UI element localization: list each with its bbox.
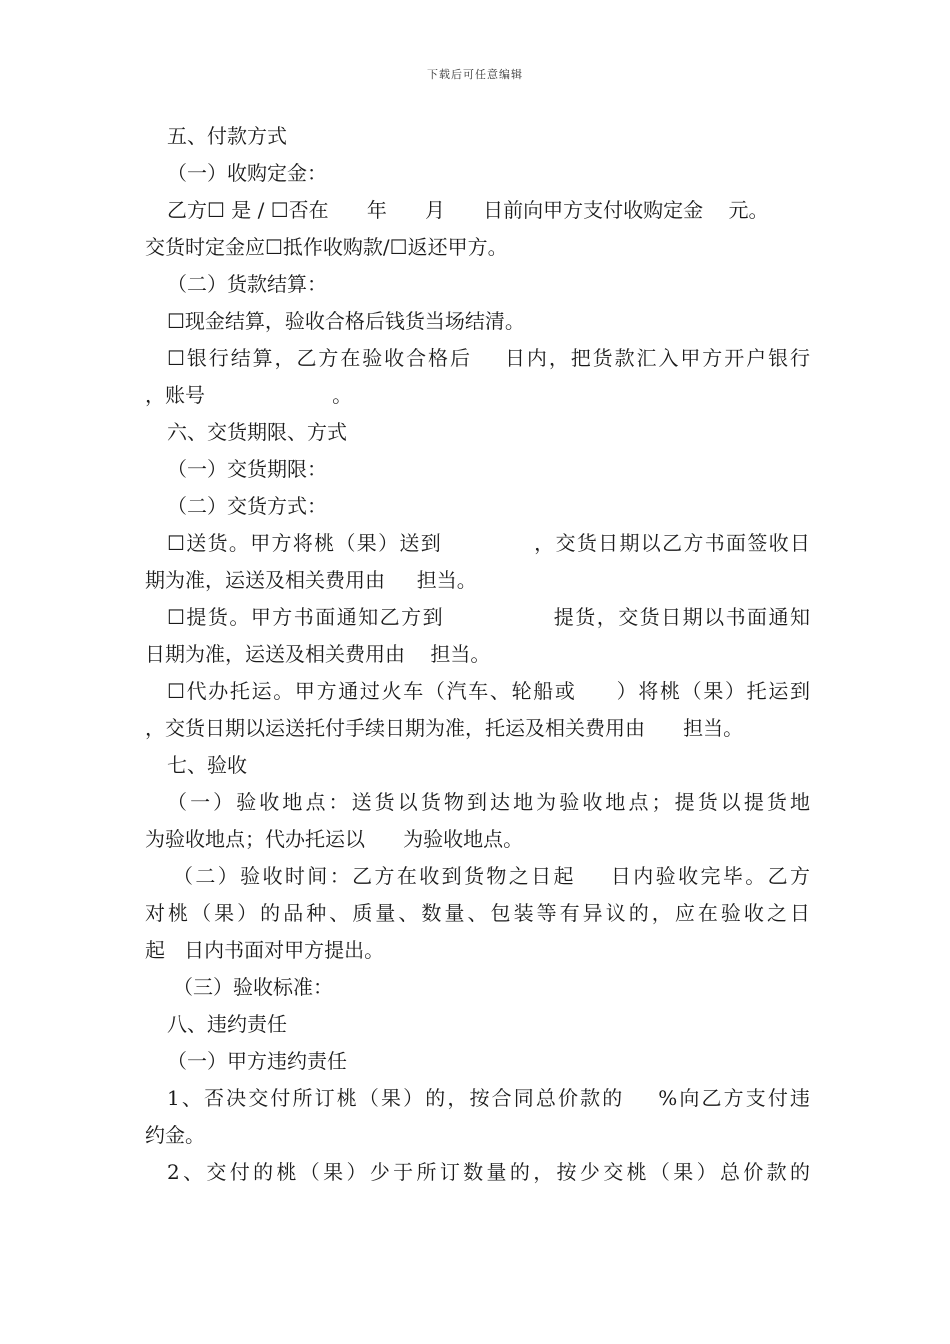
text-line: 六、交货期限、方式 [167, 420, 347, 444]
text-line: （一）交货期限： [167, 457, 327, 481]
text-line: 起 日内书面对甲方提出。 [145, 938, 385, 962]
text-line: （一）收购定金： [167, 161, 327, 185]
text-line: ☐提货。甲方书面通知乙方到 提货，交货日期以书面通知 [167, 605, 810, 629]
text-line: 1、否决交付所订桃（果）的，按合同总价款的 %向乙方支付违 [167, 1086, 810, 1110]
text-line: ☐代办托运。甲方通过火车（汽车、轮船或 ）将桃（果）托运到 [167, 679, 810, 703]
text-line: ，账号 。 [145, 383, 353, 407]
text-line: （二）验收时间：乙方在收到货物之日起 日内验收完毕。乙方 [173, 864, 810, 888]
text-line: ☐现金结算，验收合格后钱货当场结清。 [167, 309, 525, 333]
text-line: ☐银行结算，乙方在验收合格后 日内，把货款汇入甲方开户银行 [167, 346, 810, 370]
text-line: 五、付款方式 [167, 124, 287, 148]
text-line: （三）验收标准： [173, 975, 333, 999]
text-line: 约金。 [145, 1123, 205, 1147]
text-line: 2、交付的桃（果）少于所订数量的，按少交桃（果）总价款的 [167, 1160, 810, 1184]
text-line: 期为准，运送及相关费用由 担当。 [145, 568, 477, 592]
text-line: 交货时定金应☐抵作收购款/☐返还甲方。 [145, 235, 508, 259]
text-line: ☐送货。甲方将桃（果）送到 ，交货日期以乙方书面签收日 [167, 531, 810, 555]
text-line: 对桃（果）的品种、质量、数量、包装等有异议的，应在验收之日 [145, 901, 810, 925]
text-line: （一）验收地点：送货以货物到达地为验收地点；提货以提货地 [167, 790, 810, 814]
text-line: （一）甲方违约责任 [167, 1049, 347, 1073]
text-line: ，交货日期以运送托付手续日期为准，托运及相关费用由 担当。 [145, 716, 744, 740]
document-body [145, 118, 810, 1191]
text-line: （二）货款结算： [167, 272, 327, 296]
text-line: （二）交货方式： [167, 494, 327, 518]
text-line: 七、验收 [167, 753, 247, 777]
text-line: 为验收地点；代办托运以 为验收地点。 [145, 827, 524, 851]
text-line: 日期为准，运送及相关费用由 担当。 [145, 642, 491, 666]
text-line: 乙方☐ 是 / ☐否在 年 月 日前向甲方支付收购定金 元。 [167, 198, 769, 222]
page-header-note: 下载后可任意编辑 [427, 68, 523, 81]
text-line: 八、违约责任 [167, 1012, 287, 1036]
